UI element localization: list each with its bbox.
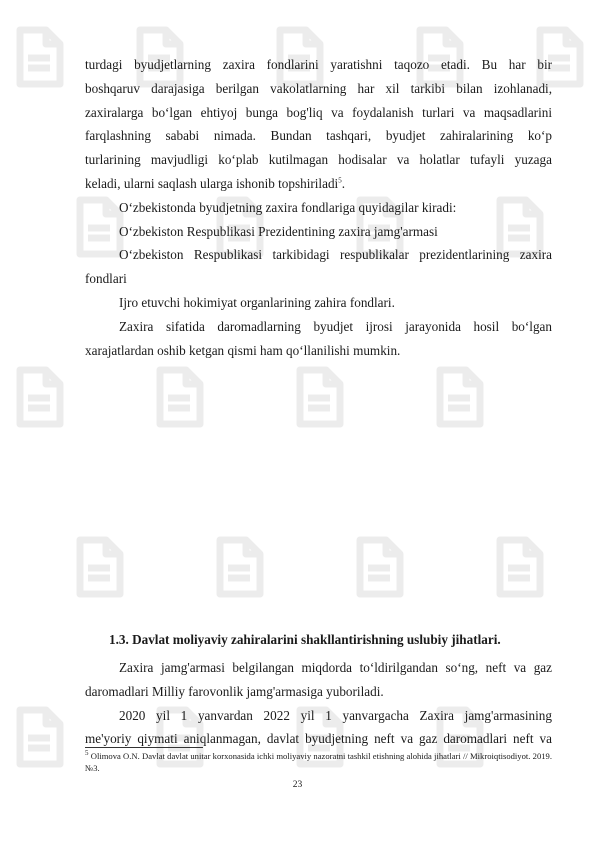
body-text-bottom (85, 656, 552, 751)
list-intro: O‘zbekistonda byudjetning zaxira fondlariga quyidagilar kiradi: (119, 199, 457, 215)
paragraph-line: daromadlari Milliy farovonlik jamg'armasiga yuboriladi. (85, 683, 384, 699)
footnote-reference[interactable]: 5 (338, 176, 342, 185)
footnote-text: Olimova O.N. Davlat davlat unitar korxonasida ichki moliyaviy nazoratni tashkil etishning alohida jihatlari // Mikroiqtisodiyot. 2019. №3. (85, 751, 553, 773)
footnote (85, 751, 552, 774)
body-text-top (85, 53, 552, 362)
body-line: zaxiralarga bo‘lgan ehtiyoj bunga bog'liq va foydalanish turlari va maqsadlarini (85, 104, 552, 120)
body-line: turlarining mavjudligi ko‘plab kutilmagan hodisalar va holatlar tufayli yuzaga (85, 152, 552, 168)
list-item: O‘zbekiston Respublikasi Prezidentining zaxira jamg'armasi (119, 223, 438, 239)
paragraph-line: me'yoriy qiymati aniqlanmagan, davlat byudjetning neft va gaz daromadlari neft va (85, 731, 552, 747)
body-line: turdagi byudjetlarning zaxira fondlarini yaratishni taqozo etadi. Bu har bir (85, 57, 552, 72)
list-item: Ijro etuvchi hokimiyat organlarining zahira fondlari. (119, 294, 395, 310)
section-heading: 1.3. Davlat moliyaviy zahiralarini shakllantirishning uslubiy jihatlari. (109, 632, 501, 647)
page-number: 23 (292, 780, 303, 790)
paragraph-line: 2020 yil 1 yanvardan 2022 yil 1 yanvargacha Zaxira jamg'armasining (119, 707, 552, 723)
paragraph-line: xarajatlardan oshib ketgan qismi ham qo‘llanilishi mumkin. (85, 342, 401, 358)
body-line: farqlashning sababi nimada. Bundan tashqari, byudjet zahiralarining ko‘p (85, 128, 552, 144)
body-line: boshqaruv darajasiga berilgan vakolatlarning har xil tarkibi bilan izohlanadi, (85, 80, 552, 96)
body-line-text: keladi, ularni saqlash ularga ishonib topshiriladi (85, 175, 339, 191)
list-item: O‘zbekiston Respublikasi tarkibidagi respublikalar prezidentlarining zaxira (119, 247, 552, 263)
sentence-end: . (341, 175, 345, 191)
footnote-divider (85, 747, 203, 748)
footnote-number: 5 (85, 749, 89, 758)
list-item-continued: fondlari (85, 271, 127, 287)
paragraph-line: Zaxira sifatida daromadlarning byudjet ijrosi jarayonida hosil bo‘lgan (119, 318, 552, 334)
paragraph-line: Zaxira jamg'armasi belgilangan miqdorda to‘ldirilgandan so‘ng, neft va gaz (119, 660, 552, 675)
body-line-with-footnote (85, 172, 552, 196)
